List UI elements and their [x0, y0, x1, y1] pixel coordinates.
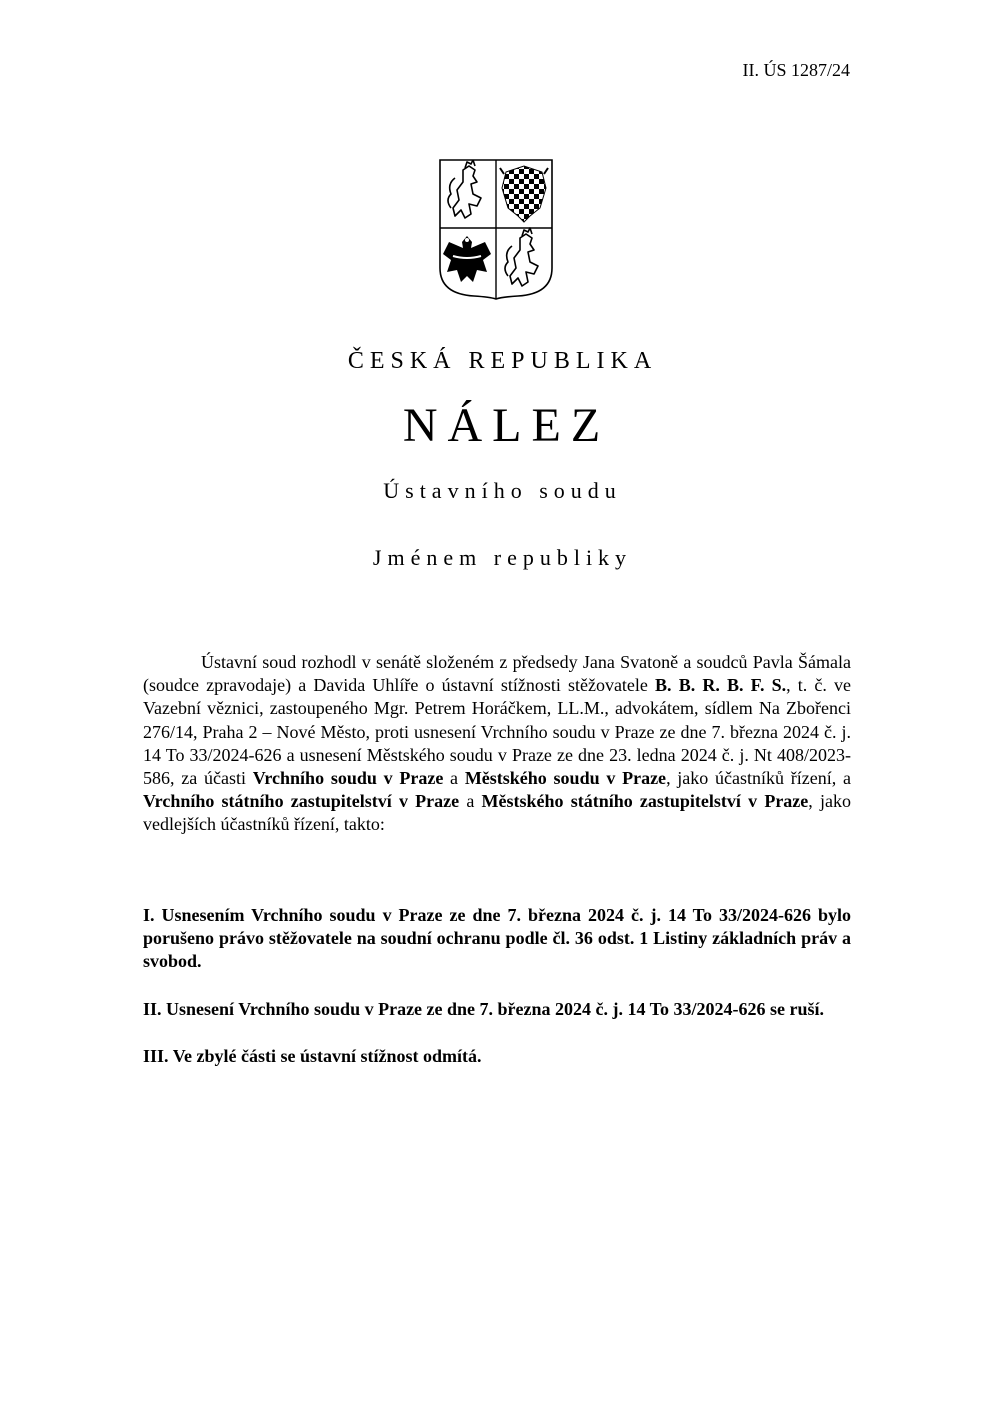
verdict-item: II. Usnesení Vrchního soudu v Praze ze dne 7. března 2024 č. j. 14 To 33/2024-626 se ruší. [143, 998, 825, 1019]
party-high-prosecutor: Vrchního státního zastupitelství v Praze [143, 791, 460, 812]
verdict-item: I. Usnesením Vrchního soudu v Praze ze dne 7. března 2024 č. j. 14 To 33/2024-626 bylo porušeno právo stěžovatele na soudní ochranu podle čl. 36 odst. 1 Listiny základních práv a svobod. [143, 905, 851, 972]
intro-text-1: Ústavní soud rozhodl v senátě složeném z předsedy Jana Svatoně a soudců Pavla Šámala (soudce zpravodaje) a Davida Uhlíře o ústavní stížnosti stěžovatele [143, 652, 851, 696]
party-high-court: Vrchního soudu v Praze [252, 768, 444, 789]
court-name: Ústavního soudu [383, 478, 622, 503]
verdict-item: III. Ve zbylé části se ústavní stížnost odmítá. [143, 1045, 482, 1066]
complainant-name: B. B. R. B. F. S. [655, 675, 787, 696]
verdict-list [143, 904, 851, 1092]
country-name: ČESKÁ REPUBLIKA [347, 348, 658, 374]
intro-text-6: , jako vedlejších účastníků řízení, takto: [143, 791, 851, 835]
document-title: NÁLEZ [402, 399, 611, 452]
in-name-of-republic: Jménem republiky [372, 545, 633, 570]
party-municipal-prosecutor: Městského státního zastupitelství v Praze [481, 791, 809, 812]
case-number: II. ÚS 1287/24 [742, 60, 850, 80]
intro-text-2: , t. č. ve Vazební věznici, zastoupeného Mgr. Petrem Horáčkem, LL.M., advokátem, sídlem Na Zbořenci 276/14, Praha 2 – Nové Město, proti usnesení Vrchního soudu v Praze ze dne 7. března 2024 č. j. 14 To 33/2024-626 a usnesení Městského soudu v Praze ze dne 23. ledna 2024 č. j. Nt 408/2023-586, za účasti [143, 675, 851, 789]
party-municipal-court: Městského soudu v Praze [464, 768, 667, 789]
intro-text-3: a [443, 768, 465, 789]
intro-text-4: , jako účastníků řízení, a [666, 768, 851, 789]
intro-text-5: a [459, 791, 482, 812]
czech-coat-of-arms-icon [438, 158, 554, 300]
intro-paragraph [143, 651, 851, 837]
